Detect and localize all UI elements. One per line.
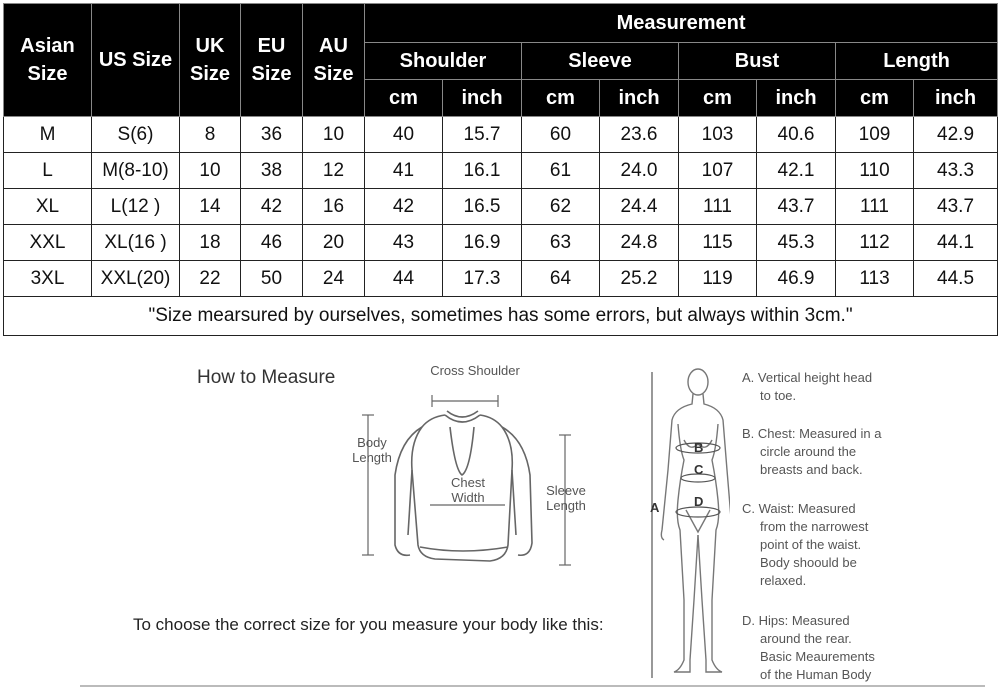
- body-letter-d: D: [694, 494, 704, 509]
- table-cell: 42: [365, 189, 443, 225]
- legend-c-line: relaxed.: [760, 573, 807, 588]
- table-cell: 110: [836, 153, 914, 189]
- table-cell: L(12 ): [92, 189, 180, 225]
- table-cell: 15.7: [443, 117, 522, 153]
- table-cell: 115: [679, 225, 757, 261]
- header-asian-size: Asian Size: [4, 4, 92, 117]
- header-measurement: Measurement: [365, 4, 998, 43]
- header-unit: inch: [914, 80, 998, 117]
- header-unit: cm: [522, 80, 600, 117]
- size-table-body: [4, 117, 998, 336]
- table-cell: 38: [241, 153, 303, 189]
- choose-size-instruction: To choose the correct size for you measure your body like this:: [133, 615, 604, 634]
- table-cell: 24.4: [600, 189, 679, 225]
- header-unit: cm: [836, 80, 914, 117]
- header-unit: inch: [600, 80, 679, 117]
- legend-c-line: C. Waist: Measured: [742, 501, 856, 516]
- table-cell: XXL: [4, 225, 92, 261]
- table-cell: M(8-10): [92, 153, 180, 189]
- label-chest-width: Chest Width: [451, 475, 485, 505]
- table-cell: 36: [241, 117, 303, 153]
- legend-b-line: circle around the: [760, 444, 857, 459]
- table-cell: 10: [180, 153, 241, 189]
- legend-d-line: Basic Meaurements: [760, 649, 875, 664]
- table-cell: 16: [303, 189, 365, 225]
- table-cell: 14: [180, 189, 241, 225]
- table-cell: 61: [522, 153, 600, 189]
- table-cell: 24.8: [600, 225, 679, 261]
- body-letter-a: A: [650, 500, 660, 515]
- table-cell: 42.9: [914, 117, 998, 153]
- header-au-size: AU Size: [303, 4, 365, 117]
- header-shoulder: Shoulder: [365, 43, 522, 80]
- table-cell: 8: [180, 117, 241, 153]
- table-cell: 24.0: [600, 153, 679, 189]
- table-cell: L: [4, 153, 92, 189]
- table-cell: 103: [679, 117, 757, 153]
- table-cell: 40.6: [757, 117, 836, 153]
- body-illustration: [640, 360, 730, 685]
- table-cell: 22: [180, 261, 241, 297]
- legend-b: [742, 425, 912, 479]
- header-eu-size: EU Size: [241, 4, 303, 117]
- table-cell: S(6): [92, 117, 180, 153]
- table-cell: 16.9: [443, 225, 522, 261]
- table-cell: 40: [365, 117, 443, 153]
- legend-d-line: D. Hips: Measured: [742, 613, 850, 628]
- table-cell: 60: [522, 117, 600, 153]
- table-cell: 119: [679, 261, 757, 297]
- table-row: [4, 189, 998, 225]
- table-cell: 41: [365, 153, 443, 189]
- table-cell: 43.3: [914, 153, 998, 189]
- legend-c: [742, 500, 912, 590]
- legend-b-line: breasts and back.: [760, 462, 863, 477]
- table-row: [4, 117, 998, 153]
- body-letter-c: C: [694, 462, 704, 477]
- table-cell: 111: [679, 189, 757, 225]
- table-cell: 43.7: [757, 189, 836, 225]
- legend-c-line: point of the waist.: [760, 537, 862, 552]
- measure-guide: [0, 345, 1000, 690]
- bottom-divider: [80, 685, 985, 687]
- label-body-length: Body Length: [352, 435, 392, 465]
- table-cell: 16.1: [443, 153, 522, 189]
- table-cell: 24: [303, 261, 365, 297]
- how-to-measure-title: How to Measure: [197, 367, 336, 388]
- table-cell: 109: [836, 117, 914, 153]
- table-cell: M: [4, 117, 92, 153]
- table-row: [4, 153, 998, 189]
- header-unit: cm: [679, 80, 757, 117]
- legend-a-line: A. Vertical height head: [742, 370, 873, 385]
- table-cell: 42: [241, 189, 303, 225]
- header-unit: inch: [757, 80, 836, 117]
- header-unit: inch: [443, 80, 522, 117]
- legend-c-line: Body shoould be: [760, 555, 857, 570]
- body-letter-b: B: [694, 440, 704, 455]
- table-cell: 44.5: [914, 261, 998, 297]
- legend-d-line: of the Human Body: [760, 667, 872, 682]
- size-chart-table: [3, 3, 998, 336]
- table-cell: 18: [180, 225, 241, 261]
- header-unit: cm: [365, 80, 443, 117]
- header-us-size: US Size: [92, 4, 180, 117]
- table-cell: XL(16 ): [92, 225, 180, 261]
- header-uk-size: UK Size: [180, 4, 241, 117]
- label-sleeve-length: Sleeve Length: [546, 483, 586, 513]
- table-cell: 16.5: [443, 189, 522, 225]
- table-cell: 10: [303, 117, 365, 153]
- table-cell: 23.6: [600, 117, 679, 153]
- label-cross-shoulder: Cross Shoulder: [430, 363, 520, 378]
- table-cell: 42.1: [757, 153, 836, 189]
- legend-c-line: from the narrowest: [760, 519, 869, 534]
- header-sleeve: Sleeve: [522, 43, 679, 80]
- measurement-note: "Size mearsured by ourselves, sometimes has some errors, but always within 3cm.": [4, 297, 998, 336]
- table-cell: 111: [836, 189, 914, 225]
- legend-b-line: B. Chest: Measured in a: [742, 426, 882, 441]
- legend-d: [742, 612, 912, 684]
- table-cell: 25.2: [600, 261, 679, 297]
- table-row: [4, 261, 998, 297]
- table-cell: 46: [241, 225, 303, 261]
- table-cell: 107: [679, 153, 757, 189]
- table-cell: 46.9: [757, 261, 836, 297]
- header-length: Length: [836, 43, 998, 80]
- table-cell: 63: [522, 225, 600, 261]
- table-cell: 3XL: [4, 261, 92, 297]
- legend-a: [742, 369, 912, 405]
- table-cell: 112: [836, 225, 914, 261]
- legend-d-line: around the rear.: [760, 631, 852, 646]
- table-cell: 44.1: [914, 225, 998, 261]
- table-cell: 64: [522, 261, 600, 297]
- table-row: [4, 225, 998, 261]
- table-cell: XL: [4, 189, 92, 225]
- legend-a-line: to toe.: [760, 388, 797, 403]
- table-cell: XXL(20): [92, 261, 180, 297]
- table-cell: 62: [522, 189, 600, 225]
- table-cell: 45.3: [757, 225, 836, 261]
- table-cell: 44: [365, 261, 443, 297]
- table-cell: 20: [303, 225, 365, 261]
- table-cell: 17.3: [443, 261, 522, 297]
- table-cell: 43: [365, 225, 443, 261]
- table-cell: 43.7: [914, 189, 998, 225]
- table-cell: 113: [836, 261, 914, 297]
- table-cell: 12: [303, 153, 365, 189]
- header-bust: Bust: [679, 43, 836, 80]
- table-cell: 50: [241, 261, 303, 297]
